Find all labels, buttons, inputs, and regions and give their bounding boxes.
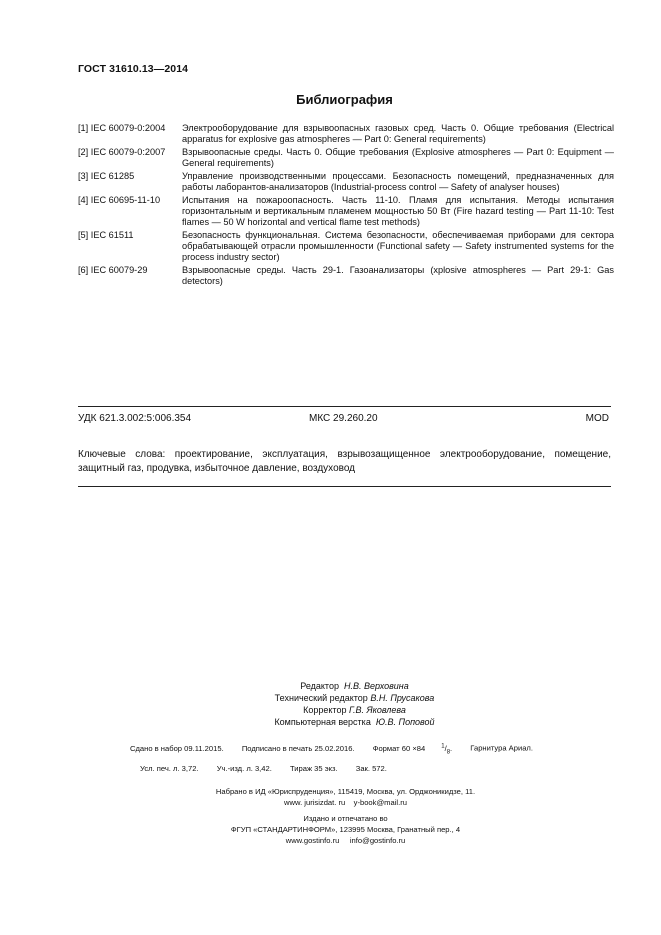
list-item: [78, 195, 614, 229]
order-number: Зак. 572.: [355, 764, 387, 774]
print-row-1: [130, 741, 570, 758]
bib-description: Управление производственными процессами. Безопасность помещений, предназначенных для работы лаборантов-анализаторов (Industrial-process control — Safety of analyser houses): [182, 170, 614, 193]
typeset-line: Набрано в ИД «Юриспруденция», 115419, Москва, ул. Орджоникидзе, 11.: [215, 787, 476, 796]
printed-label: Издано и отпечатано во: [303, 814, 388, 823]
bib-description: Испытания на пожароопасность. Часть 11-10. Пламя для испытания. Методы испытания горизонтальным и вертикальным пламенем мощностью 50 Вт (Fire hazard testing — Part 11-10: Test flames — 50 W horizontal and vertical flame test methods): [182, 194, 614, 228]
page-title: Библиография: [296, 92, 393, 107]
bib-description: Взрывоопасные среды. Часть 29-1. Газоанализаторы (xplosive atmospheres — Part 29-1: Gas detectors): [182, 264, 614, 287]
bib-reference: [6] IEC 60079-29: [78, 264, 148, 275]
credit-role: Корректор: [303, 705, 347, 715]
mod-label: MOD: [585, 413, 609, 424]
bib-description: Взрывоопасные среды. Часть 0. Общие требования (Explosive atmospheres — Part 0: Equipment — General requirements): [182, 146, 614, 169]
print-sheets: Усл. печ. л. 3,72.: [140, 764, 199, 774]
list-item: [78, 147, 614, 169]
submitted-date: Сдано в набор 09.11.2015.: [130, 743, 224, 753]
bib-description: Электрооборудование для взрывоопасных газовых сред. Часть 0. Общие требования (Electrical apparatus for explosive gas atmospheres — Part 0: General requirements): [182, 123, 614, 145]
list-item: [78, 171, 614, 193]
format-denominator: 8: [446, 749, 451, 756]
divider-top: [78, 406, 611, 407]
credits-block: [0, 680, 661, 728]
credit-role: Редактор: [300, 681, 339, 691]
printed-line: ФГУП «СТАНДАРТИНФОРМ», 123995 Москва, Гранатный пер., 4: [230, 825, 461, 834]
typeset-web: www. jurisizdat. ru y-book@mail.ru: [284, 798, 407, 807]
credit-layout: [0, 716, 661, 728]
circulation: Тираж 35 экз.: [289, 764, 338, 774]
credit-role: Технический редактор: [274, 693, 368, 703]
print-info: [130, 741, 570, 774]
bib-reference: [5] IEC 61511: [78, 229, 134, 240]
paper-format: Формат 60 ×84 $^1/_8$.: [372, 743, 453, 756]
credit-name: Ю.В. Поповой: [375, 717, 435, 727]
credit-name: Н.В. Верховина: [343, 681, 409, 691]
classification-codes: [78, 413, 611, 427]
list-item: [78, 123, 614, 145]
credit-role: Компьютерная верстка: [274, 717, 371, 727]
printed-web: www.gostinfo.ru info@gostinfo.ru: [285, 836, 406, 845]
pub-sheets: Уч.-изд. л. 3,42.: [216, 764, 272, 774]
signed-date: Подписано в печать 25.02.2016.: [241, 743, 355, 753]
list-item: [78, 265, 614, 287]
standard-code: ГОСТ 31610.13—2014: [78, 63, 189, 75]
format-numerator: 1: [441, 743, 445, 749]
credit-name: В.Н. Прусакова: [370, 693, 435, 703]
bib-reference: [3] IEC 61285: [78, 170, 135, 181]
credit-proofreader: [0, 704, 661, 716]
bib-reference: [4] IEC 60695-11-10: [78, 194, 161, 205]
credit-name: Г.В. Яковлева: [348, 705, 406, 715]
bib-description: Безопасность функциональная. Система безопасности, обеспечиваемая приборами для сектора обрабатывающей отрасли промышленности (Functional safety — Safety instrumented systems for the process industry sector): [182, 229, 614, 263]
format-prefix: Формат 60 ×84: [372, 743, 426, 753]
bibliography-list: [78, 123, 614, 289]
keywords: Ключевые слова: проектирование, эксплуатация, взрывозащищенное электрооборудование, помещение, защитный газ, продувка, избыточное давление, воздуховод: [78, 449, 611, 474]
divider-bottom: [78, 486, 611, 487]
typeface: Гарнитура Ариал.: [470, 743, 533, 753]
credit-tech-editor: [0, 692, 661, 704]
udk-code: УДК 621.3.002:5:006.354: [78, 413, 192, 424]
mks-code: МКС 29.260.20: [309, 413, 378, 424]
print-row-2: [130, 763, 570, 774]
bib-reference: [1] IEC 60079-0:2004: [78, 123, 166, 133]
publisher-block: [0, 786, 661, 846]
bib-reference: [2] IEC 60079-0:2007: [78, 146, 166, 157]
list-item: [78, 230, 614, 264]
credit-editor: [0, 680, 661, 692]
